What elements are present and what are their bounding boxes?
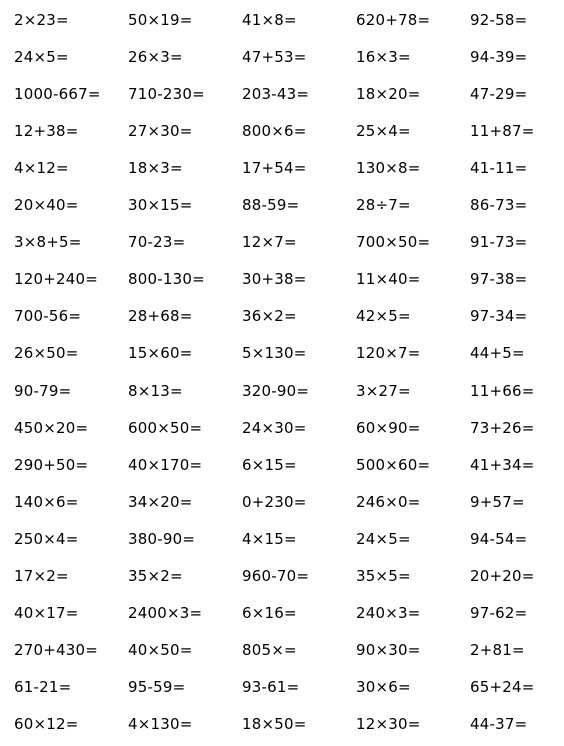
problem-row (0, 187, 564, 224)
arithmetic-problem: 12×7= (242, 233, 297, 252)
arithmetic-problem: 61-21= (14, 677, 72, 696)
arithmetic-problem: 35×5= (356, 566, 411, 585)
arithmetic-problem: 97-34= (470, 307, 528, 326)
arithmetic-problem: 3×27= (356, 381, 411, 400)
problem-row (0, 76, 564, 113)
problem-row (0, 39, 564, 76)
arithmetic-problem: 26×3= (128, 48, 183, 67)
arithmetic-problem: 2400×3= (128, 603, 203, 622)
arithmetic-problem: 2+81= (470, 640, 525, 659)
arithmetic-problem: 18×20= (356, 85, 421, 104)
arithmetic-problem: 805×= (242, 640, 297, 659)
problem-row (0, 410, 564, 447)
arithmetic-problem: 40×17= (14, 603, 79, 622)
arithmetic-problem: 18×3= (128, 159, 183, 178)
arithmetic-problem: 11+87= (470, 122, 535, 141)
arithmetic-problem: 18×50= (242, 714, 307, 733)
arithmetic-problem: 17×2= (14, 566, 69, 585)
arithmetic-problem: 28÷7= (356, 196, 411, 215)
arithmetic-problem: 20×40= (14, 196, 79, 215)
arithmetic-problem: 90-79= (14, 381, 72, 400)
arithmetic-problem: 3×8+5= (14, 233, 82, 252)
arithmetic-problem: 8×13= (128, 381, 183, 400)
arithmetic-problem: 47-29= (470, 85, 528, 104)
arithmetic-problem: 16×3= (356, 48, 411, 67)
arithmetic-problem: 30+38= (242, 270, 307, 289)
problem-row (0, 706, 564, 743)
problem-row (0, 150, 564, 187)
arithmetic-problem: 40×50= (128, 640, 193, 659)
arithmetic-problem: 24×5= (14, 48, 69, 67)
arithmetic-problem: 86-73= (470, 196, 528, 215)
arithmetic-problem: 600×50= (128, 418, 203, 437)
arithmetic-problem: 1000-667= (14, 85, 101, 104)
problem-row (0, 558, 564, 595)
arithmetic-problem: 12+38= (14, 122, 79, 141)
arithmetic-problem: 41-11= (470, 159, 528, 178)
arithmetic-problem: 203-43= (242, 85, 310, 104)
arithmetic-problem: 35×2= (128, 566, 183, 585)
arithmetic-problem: 11×40= (356, 270, 421, 289)
problem-row (0, 447, 564, 484)
arithmetic-problem: 93-61= (242, 677, 300, 696)
arithmetic-problem: 30×6= (356, 677, 411, 696)
arithmetic-problem: 450×20= (14, 418, 89, 437)
arithmetic-problem: 60×90= (356, 418, 421, 437)
arithmetic-problem: 44-37= (470, 714, 528, 733)
arithmetic-problem: 6×15= (242, 455, 297, 474)
arithmetic-problem: 73+26= (470, 418, 535, 437)
problem-row (0, 669, 564, 706)
problem-row (0, 595, 564, 632)
arithmetic-problem: 97-38= (470, 270, 528, 289)
arithmetic-problem: 50×19= (128, 11, 193, 29)
arithmetic-problem: 88-59= (242, 196, 300, 215)
arithmetic-problem: 700×50= (356, 233, 431, 252)
arithmetic-problem: 26×50= (14, 344, 79, 363)
arithmetic-problem: 41+34= (470, 455, 535, 474)
arithmetic-problem: 24×30= (242, 418, 307, 437)
problem-row (0, 632, 564, 669)
arithmetic-problem: 42×5= (356, 307, 411, 326)
arithmetic-problem: 130×8= (356, 159, 421, 178)
problem-row (0, 261, 564, 298)
arithmetic-problem: 27×30= (128, 122, 193, 141)
arithmetic-problem: 92-58= (470, 11, 528, 29)
arithmetic-problem: 34×20= (128, 492, 193, 511)
arithmetic-problem: 44+5= (470, 344, 525, 363)
problem-row (0, 373, 564, 410)
arithmetic-problem: 47+53= (242, 48, 307, 67)
arithmetic-problem: 620+78= (356, 11, 431, 29)
problem-row (0, 224, 564, 261)
arithmetic-problem: 94-54= (470, 529, 528, 548)
arithmetic-problem: 700-56= (14, 307, 82, 326)
arithmetic-problem: 800×6= (242, 122, 307, 141)
arithmetic-problem: 250×4= (14, 529, 79, 548)
problem-row (0, 521, 564, 558)
arithmetic-problem: 120×7= (356, 344, 421, 363)
arithmetic-problem: 11+66= (470, 381, 535, 400)
arithmetic-problem: 240×3= (356, 603, 421, 622)
arithmetic-problem: 710-230= (128, 85, 205, 104)
arithmetic-problem: 15×60= (128, 344, 193, 363)
arithmetic-problem: 17+54= (242, 159, 307, 178)
arithmetic-problem: 20+20= (470, 566, 535, 585)
arithmetic-problem: 9+57= (470, 492, 525, 511)
arithmetic-problem: 40×170= (128, 455, 203, 474)
arithmetic-problem: 24×5= (356, 529, 411, 548)
arithmetic-problem: 97-62= (470, 603, 528, 622)
arithmetic-problem: 60×12= (14, 714, 79, 733)
arithmetic-problem: 140×6= (14, 492, 79, 511)
arithmetic-problem: 12×30= (356, 714, 421, 733)
arithmetic-problem: 246×0= (356, 492, 421, 511)
arithmetic-problem: 0+230= (242, 492, 307, 511)
arithmetic-problem: 95-59= (128, 677, 186, 696)
arithmetic-problem: 960-70= (242, 566, 310, 585)
problem-row (0, 484, 564, 521)
problem-row (0, 113, 564, 150)
problem-row (0, 2, 564, 39)
arithmetic-problem: 2×23= (14, 11, 69, 29)
arithmetic-problem: 500×60= (356, 455, 431, 474)
arithmetic-problem: 5×130= (242, 344, 307, 363)
arithmetic-problem: 320-90= (242, 381, 310, 400)
arithmetic-problem: 28+68= (128, 307, 193, 326)
arithmetic-problem: 90×30= (356, 640, 421, 659)
arithmetic-problem: 4×15= (242, 529, 297, 548)
arithmetic-problem: 4×12= (14, 159, 69, 178)
problem-row (0, 335, 564, 372)
arithmetic-problem: 25×4= (356, 122, 411, 141)
arithmetic-problem: 30×15= (128, 196, 193, 215)
arithmetic-problem: 36×2= (242, 307, 297, 326)
arithmetic-problem: 94-39= (470, 48, 528, 67)
arithmetic-problem: 800-130= (128, 270, 205, 289)
arithmetic-problem: 65+24= (470, 677, 535, 696)
arithmetic-problem: 91-73= (470, 233, 528, 252)
arithmetic-problem: 380-90= (128, 529, 196, 548)
arithmetic-problem: 270+430= (14, 640, 98, 659)
arithmetic-problem: 290+50= (14, 455, 89, 474)
arithmetic-problem: 70-23= (128, 233, 186, 252)
problem-row (0, 298, 564, 335)
arithmetic-problem: 41×8= (242, 11, 297, 29)
arithmetic-problem: 4×130= (128, 714, 193, 733)
arithmetic-problem: 6×16= (242, 603, 297, 622)
arithmetic-problem: 120+240= (14, 270, 98, 289)
